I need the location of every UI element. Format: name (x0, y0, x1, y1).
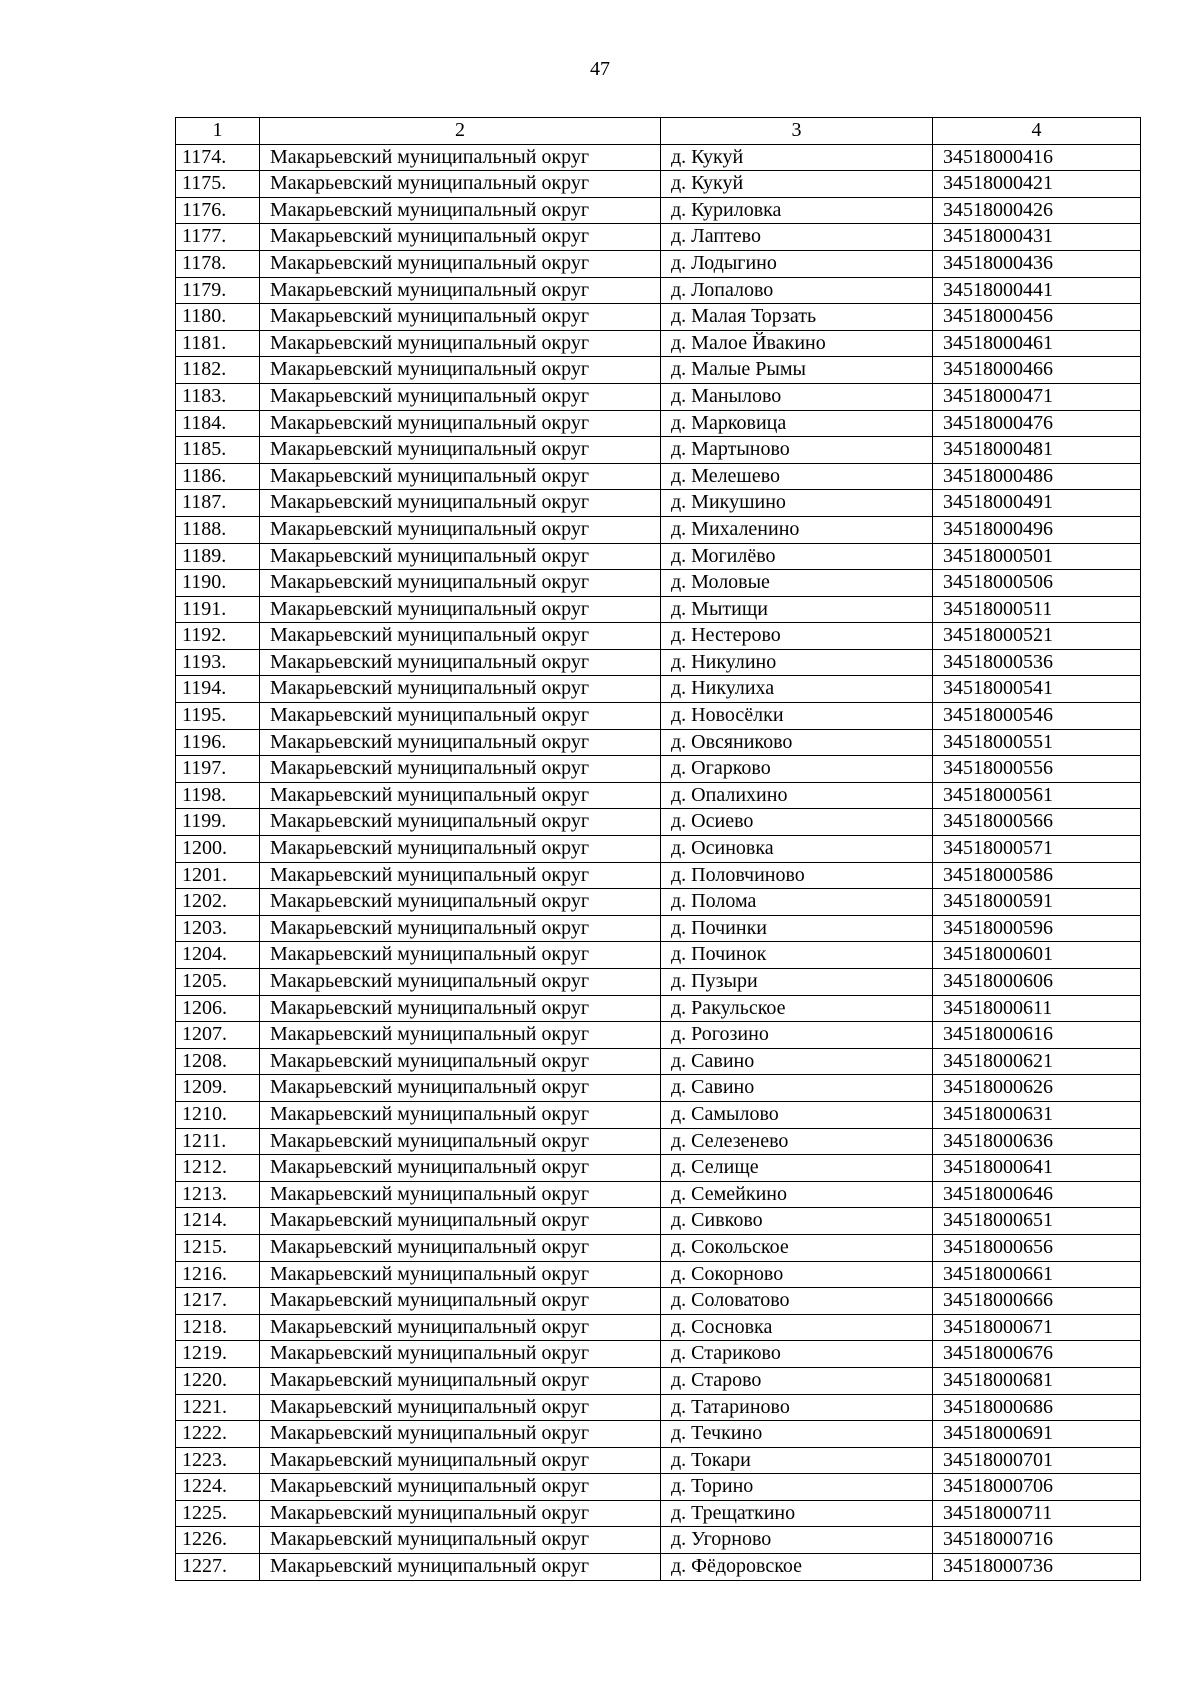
row-number-cell: 1175. (176, 171, 260, 198)
table-row (176, 171, 1141, 198)
oktmo-code-cell: 34518000521 (933, 623, 1141, 650)
row-number-cell: 1212. (176, 1155, 260, 1182)
settlement-cell: д. Овсяниково (661, 729, 933, 756)
table-row (176, 1288, 1141, 1315)
settlement-cell: д. Огарково (661, 756, 933, 783)
oktmo-code-cell: 34518000551 (933, 729, 1141, 756)
district-cell: Макарьевский муниципальный округ (260, 1367, 661, 1394)
table-row (176, 437, 1141, 464)
settlement-cell: д. Ракульское (661, 995, 933, 1022)
row-number-cell: 1191. (176, 596, 260, 623)
district-cell: Макарьевский муниципальный округ (260, 836, 661, 863)
settlement-cell: д. Кукуй (661, 171, 933, 198)
oktmo-code-cell: 34518000736 (933, 1554, 1141, 1581)
oktmo-code-cell: 34518000586 (933, 862, 1141, 889)
district-cell: Макарьевский муниципальный округ (260, 197, 661, 224)
row-number-cell: 1183. (176, 383, 260, 410)
district-cell: Макарьевский муниципальный округ (260, 383, 661, 410)
table-row (176, 410, 1141, 437)
oktmo-code-cell: 34518000466 (933, 357, 1141, 384)
row-number-cell: 1226. (176, 1527, 260, 1554)
oktmo-code-cell: 34518000611 (933, 995, 1141, 1022)
settlement-cell: д. Самылово (661, 1101, 933, 1128)
oktmo-code-cell: 34518000436 (933, 250, 1141, 277)
settlement-cell: д. Починок (661, 942, 933, 969)
settlement-cell: д. Рогозино (661, 1022, 933, 1049)
settlement-cell: д. Трещаткино (661, 1500, 933, 1527)
settlement-cell: д. Марковица (661, 410, 933, 437)
oktmo-code-cell: 34518000666 (933, 1288, 1141, 1315)
settlement-cell: д. Сокорново (661, 1261, 933, 1288)
row-number-cell: 1196. (176, 729, 260, 756)
settlement-cell: д. Сосновка (661, 1314, 933, 1341)
row-number-cell: 1201. (176, 862, 260, 889)
oktmo-code-cell: 34518000631 (933, 1101, 1141, 1128)
settlement-cell: д. Мытищи (661, 596, 933, 623)
row-number-cell: 1220. (176, 1367, 260, 1394)
settlement-cell: д. Мелешево (661, 463, 933, 490)
district-cell: Макарьевский муниципальный округ (260, 596, 661, 623)
settlement-cell: д. Торино (661, 1474, 933, 1501)
district-cell: Макарьевский муниципальный округ (260, 543, 661, 570)
table-row (176, 889, 1141, 916)
district-cell: Макарьевский муниципальный округ (260, 357, 661, 384)
oktmo-code-cell: 34518000616 (933, 1022, 1141, 1049)
row-number-cell: 1179. (176, 277, 260, 304)
district-cell: Макарьевский муниципальный округ (260, 410, 661, 437)
district-cell: Макарьевский муниципальный округ (260, 1554, 661, 1581)
oktmo-code-cell: 34518000661 (933, 1261, 1141, 1288)
table-row (176, 304, 1141, 331)
oktmo-code-cell: 34518000546 (933, 703, 1141, 730)
row-number-cell: 1178. (176, 250, 260, 277)
row-number-cell: 1227. (176, 1554, 260, 1581)
oktmo-code-cell: 34518000591 (933, 889, 1141, 916)
row-number-cell: 1200. (176, 836, 260, 863)
oktmo-code-cell: 34518000511 (933, 596, 1141, 623)
oktmo-code-cell: 34518000621 (933, 1048, 1141, 1075)
district-cell: Макарьевский муниципальный округ (260, 782, 661, 809)
oktmo-code-cell: 34518000426 (933, 197, 1141, 224)
settlement-cell: д. Микушино (661, 490, 933, 517)
district-cell: Макарьевский муниципальный округ (260, 1474, 661, 1501)
oktmo-code-cell: 34518000701 (933, 1447, 1141, 1474)
district-cell: Макарьевский муниципальный округ (260, 889, 661, 916)
district-cell: Макарьевский муниципальный округ (260, 1341, 661, 1368)
row-number-cell: 1223. (176, 1447, 260, 1474)
table-row (176, 463, 1141, 490)
district-cell: Макарьевский муниципальный округ (260, 277, 661, 304)
oktmo-code-cell: 34518000671 (933, 1314, 1141, 1341)
oktmo-code-cell: 34518000646 (933, 1181, 1141, 1208)
table-row (176, 224, 1141, 251)
district-cell: Макарьевский муниципальный округ (260, 1288, 661, 1315)
settlement-cell: д. Малая Торзать (661, 304, 933, 331)
settlement-cell: д. Михаленино (661, 516, 933, 543)
oktmo-code-cell: 34518000596 (933, 915, 1141, 942)
oktmo-code-cell: 34518000641 (933, 1155, 1141, 1182)
district-cell: Макарьевский муниципальный округ (260, 969, 661, 996)
row-number-cell: 1208. (176, 1048, 260, 1075)
table-row (176, 836, 1141, 863)
settlement-cell: д. Полома (661, 889, 933, 916)
table-row (176, 277, 1141, 304)
district-cell: Макарьевский муниципальный округ (260, 224, 661, 251)
row-number-cell: 1210. (176, 1101, 260, 1128)
table-row (176, 1261, 1141, 1288)
table-row (176, 570, 1141, 597)
oktmo-code-cell: 34518000566 (933, 809, 1141, 836)
oktmo-code-cell: 34518000461 (933, 330, 1141, 357)
row-number-cell: 1199. (176, 809, 260, 836)
table-row (176, 1341, 1141, 1368)
district-cell: Макарьевский муниципальный округ (260, 676, 661, 703)
district-cell: Макарьевский муниципальный округ (260, 144, 661, 171)
row-number-cell: 1206. (176, 995, 260, 1022)
district-cell: Макарьевский муниципальный округ (260, 756, 661, 783)
row-number-cell: 1222. (176, 1421, 260, 1448)
district-cell: Макарьевский муниципальный округ (260, 1314, 661, 1341)
district-cell: Макарьевский муниципальный округ (260, 463, 661, 490)
table-body (176, 144, 1141, 1580)
settlement-cell: д. Селезенево (661, 1128, 933, 1155)
row-number-cell: 1177. (176, 224, 260, 251)
district-cell: Макарьевский муниципальный округ (260, 915, 661, 942)
district-cell: Макарьевский муниципальный округ (260, 1208, 661, 1235)
oktmo-code-cell: 34518000636 (933, 1128, 1141, 1155)
settlement-cell: д. Половчиново (661, 862, 933, 889)
row-number-cell: 1185. (176, 437, 260, 464)
oktmo-code-cell: 34518000606 (933, 969, 1141, 996)
oktmo-code-cell: 34518000541 (933, 676, 1141, 703)
settlement-cell: д. Осиево (661, 809, 933, 836)
district-cell: Макарьевский муниципальный округ (260, 1155, 661, 1182)
district-cell: Макарьевский муниципальный округ (260, 703, 661, 730)
table-row (176, 1447, 1141, 1474)
oktmo-code-cell: 34518000711 (933, 1500, 1141, 1527)
oktmo-code-cell: 34518000491 (933, 490, 1141, 517)
row-number-cell: 1211. (176, 1128, 260, 1155)
oktmo-code-cell: 34518000471 (933, 383, 1141, 410)
settlement-cell: д. Савино (661, 1048, 933, 1075)
table-row (176, 782, 1141, 809)
row-number-cell: 1216. (176, 1261, 260, 1288)
row-number-cell: 1176. (176, 197, 260, 224)
settlement-cell: д. Манылово (661, 383, 933, 410)
row-number-cell: 1209. (176, 1075, 260, 1102)
settlement-cell: д. Токари (661, 1447, 933, 1474)
settlement-cell: д. Татариново (661, 1394, 933, 1421)
settlement-cell: д. Пузыри (661, 969, 933, 996)
settlement-cell: д. Сокольское (661, 1234, 933, 1261)
oktmo-code-cell: 34518000706 (933, 1474, 1141, 1501)
table-row (176, 144, 1141, 171)
settlement-cell: д. Куриловка (661, 197, 933, 224)
district-cell: Макарьевский муниципальный округ (260, 1421, 661, 1448)
table-row (176, 756, 1141, 783)
table-row (176, 357, 1141, 384)
settlement-cell: д. Фёдоровское (661, 1554, 933, 1581)
settlement-cell: д. Соловатово (661, 1288, 933, 1315)
row-number-cell: 1193. (176, 649, 260, 676)
oktmo-code-cell: 34518000716 (933, 1527, 1141, 1554)
settlement-cell: д. Починки (661, 915, 933, 942)
district-cell: Макарьевский муниципальный округ (260, 1527, 661, 1554)
table-row (176, 809, 1141, 836)
row-number-cell: 1217. (176, 1288, 260, 1315)
settlement-cell: д. Осиновка (661, 836, 933, 863)
table-row (176, 1554, 1141, 1581)
row-number-cell: 1188. (176, 516, 260, 543)
district-cell: Макарьевский муниципальный округ (260, 1048, 661, 1075)
table-row (176, 623, 1141, 650)
table-row (176, 1234, 1141, 1261)
oktmo-code-cell: 34518000571 (933, 836, 1141, 863)
oktmo-code-cell: 34518000506 (933, 570, 1141, 597)
table-row (176, 969, 1141, 996)
table-row (176, 1367, 1141, 1394)
district-cell: Макарьевский муниципальный округ (260, 1022, 661, 1049)
oktmo-code-cell: 34518000651 (933, 1208, 1141, 1235)
table-row (176, 1075, 1141, 1102)
table-row (176, 703, 1141, 730)
row-number-cell: 1205. (176, 969, 260, 996)
settlement-cell: д. Угорново (661, 1527, 933, 1554)
row-number-cell: 1203. (176, 915, 260, 942)
row-number-cell: 1186. (176, 463, 260, 490)
district-cell: Макарьевский муниципальный округ (260, 623, 661, 650)
row-number-cell: 1219. (176, 1341, 260, 1368)
row-number-cell: 1198. (176, 782, 260, 809)
row-number-cell: 1221. (176, 1394, 260, 1421)
district-cell: Макарьевский муниципальный округ (260, 330, 661, 357)
settlement-cell: д. Селище (661, 1155, 933, 1182)
table-row (176, 915, 1141, 942)
row-number-cell: 1214. (176, 1208, 260, 1235)
table-row (176, 1101, 1141, 1128)
table-row (176, 197, 1141, 224)
settlement-cell: д. Старово (661, 1367, 933, 1394)
table-row (176, 1128, 1141, 1155)
oktmo-code-cell: 34518000421 (933, 171, 1141, 198)
district-cell: Макарьевский муниципальный округ (260, 1500, 661, 1527)
row-number-cell: 1215. (176, 1234, 260, 1261)
oktmo-code-cell: 34518000481 (933, 437, 1141, 464)
oktmo-code-cell: 34518000476 (933, 410, 1141, 437)
row-number-cell: 1174. (176, 144, 260, 171)
oktmo-code-cell: 34518000496 (933, 516, 1141, 543)
oktmo-code-cell: 34518000501 (933, 543, 1141, 570)
column-header-1: 1 (176, 118, 260, 145)
district-cell: Макарьевский муниципальный округ (260, 942, 661, 969)
district-cell: Макарьевский муниципальный округ (260, 570, 661, 597)
table-row (176, 1394, 1141, 1421)
district-cell: Макарьевский муниципальный округ (260, 1447, 661, 1474)
column-header-3: 3 (661, 118, 933, 145)
table-row (176, 596, 1141, 623)
table-row (176, 1022, 1141, 1049)
district-cell: Макарьевский муниципальный округ (260, 1234, 661, 1261)
oktmo-code-cell: 34518000486 (933, 463, 1141, 490)
district-cell: Макарьевский муниципальный округ (260, 729, 661, 756)
table-row (176, 543, 1141, 570)
settlement-cell: д. Никулиха (661, 676, 933, 703)
table-row (176, 1155, 1141, 1182)
table-header-row (176, 118, 1141, 145)
district-cell: Макарьевский муниципальный округ (260, 649, 661, 676)
settlement-cell: д. Моловые (661, 570, 933, 597)
row-number-cell: 1194. (176, 676, 260, 703)
settlement-cell: д. Опалихино (661, 782, 933, 809)
settlement-cell: д. Лаптево (661, 224, 933, 251)
row-number-cell: 1184. (176, 410, 260, 437)
row-number-cell: 1190. (176, 570, 260, 597)
row-number-cell: 1204. (176, 942, 260, 969)
table-row (176, 516, 1141, 543)
district-cell: Макарьевский муниципальный округ (260, 516, 661, 543)
district-cell: Макарьевский муниципальный округ (260, 171, 661, 198)
table-row (176, 862, 1141, 889)
oktmo-code-cell: 34518000601 (933, 942, 1141, 969)
table-row (176, 1474, 1141, 1501)
table-row (176, 649, 1141, 676)
oktmo-code-cell: 34518000561 (933, 782, 1141, 809)
table-row (176, 490, 1141, 517)
settlement-cell: д. Могилёво (661, 543, 933, 570)
table-row (176, 1314, 1141, 1341)
table-row (176, 1527, 1141, 1554)
oktmo-code-cell: 34518000456 (933, 304, 1141, 331)
table-row (176, 676, 1141, 703)
row-number-cell: 1189. (176, 543, 260, 570)
oktmo-code-cell: 34518000416 (933, 144, 1141, 171)
oktmo-code-cell: 34518000656 (933, 1234, 1141, 1261)
district-cell: Макарьевский муниципальный округ (260, 1181, 661, 1208)
district-cell: Макарьевский муниципальный округ (260, 490, 661, 517)
settlement-cell: д. Лодыгино (661, 250, 933, 277)
oktmo-code-cell: 34518000536 (933, 649, 1141, 676)
table-row (176, 1500, 1141, 1527)
district-cell: Макарьевский муниципальный округ (260, 304, 661, 331)
district-cell: Макарьевский муниципальный округ (260, 1075, 661, 1102)
row-number-cell: 1192. (176, 623, 260, 650)
settlement-cell: д. Новосёлки (661, 703, 933, 730)
row-number-cell: 1180. (176, 304, 260, 331)
table-row (176, 995, 1141, 1022)
settlement-cell: д. Малые Рымы (661, 357, 933, 384)
district-cell: Макарьевский муниципальный округ (260, 1261, 661, 1288)
table-row (176, 1208, 1141, 1235)
settlement-cell: д. Течкино (661, 1421, 933, 1448)
settlement-cell: д. Савино (661, 1075, 933, 1102)
settlement-cell: д. Стариково (661, 1341, 933, 1368)
settlement-cell: д. Мартыново (661, 437, 933, 464)
column-header-2: 2 (260, 118, 661, 145)
settlement-cell: д. Нестерово (661, 623, 933, 650)
row-number-cell: 1182. (176, 357, 260, 384)
district-cell: Макарьевский муниципальный округ (260, 250, 661, 277)
row-number-cell: 1224. (176, 1474, 260, 1501)
oktmo-code-cell: 34518000686 (933, 1394, 1141, 1421)
settlement-cell: д. Никулино (661, 649, 933, 676)
table-row (176, 1421, 1141, 1448)
settlement-cell: д. Сивково (661, 1208, 933, 1235)
table-row (176, 383, 1141, 410)
district-cell: Макарьевский муниципальный округ (260, 995, 661, 1022)
table-row (176, 942, 1141, 969)
row-number-cell: 1181. (176, 330, 260, 357)
table-row (176, 250, 1141, 277)
oktmo-code-cell: 34518000441 (933, 277, 1141, 304)
district-cell: Макарьевский муниципальный округ (260, 1101, 661, 1128)
district-cell: Макарьевский муниципальный округ (260, 437, 661, 464)
settlements-table (175, 117, 1141, 1581)
oktmo-code-cell: 34518000431 (933, 224, 1141, 251)
row-number-cell: 1197. (176, 756, 260, 783)
oktmo-code-cell: 34518000681 (933, 1367, 1141, 1394)
oktmo-code-cell: 34518000676 (933, 1341, 1141, 1368)
settlement-cell: д. Кукуй (661, 144, 933, 171)
table-row (176, 1181, 1141, 1208)
settlement-cell: д. Семейкино (661, 1181, 933, 1208)
oktmo-code-cell: 34518000626 (933, 1075, 1141, 1102)
row-number-cell: 1207. (176, 1022, 260, 1049)
settlement-cell: д. Лопалово (661, 277, 933, 304)
table-row (176, 729, 1141, 756)
page-number: 47 (590, 58, 610, 80)
oktmo-code-cell: 34518000691 (933, 1421, 1141, 1448)
row-number-cell: 1195. (176, 703, 260, 730)
district-cell: Макарьевский муниципальный округ (260, 1128, 661, 1155)
row-number-cell: 1218. (176, 1314, 260, 1341)
settlement-cell: д. Малое Йвакино (661, 330, 933, 357)
oktmo-code-cell: 34518000556 (933, 756, 1141, 783)
district-cell: Макарьевский муниципальный округ (260, 862, 661, 889)
row-number-cell: 1187. (176, 490, 260, 517)
row-number-cell: 1225. (176, 1500, 260, 1527)
row-number-cell: 1202. (176, 889, 260, 916)
row-number-cell: 1213. (176, 1181, 260, 1208)
column-header-4: 4 (933, 118, 1141, 145)
table-row (176, 1048, 1141, 1075)
table-row (176, 330, 1141, 357)
district-cell: Макарьевский муниципальный округ (260, 1394, 661, 1421)
district-cell: Макарьевский муниципальный округ (260, 809, 661, 836)
